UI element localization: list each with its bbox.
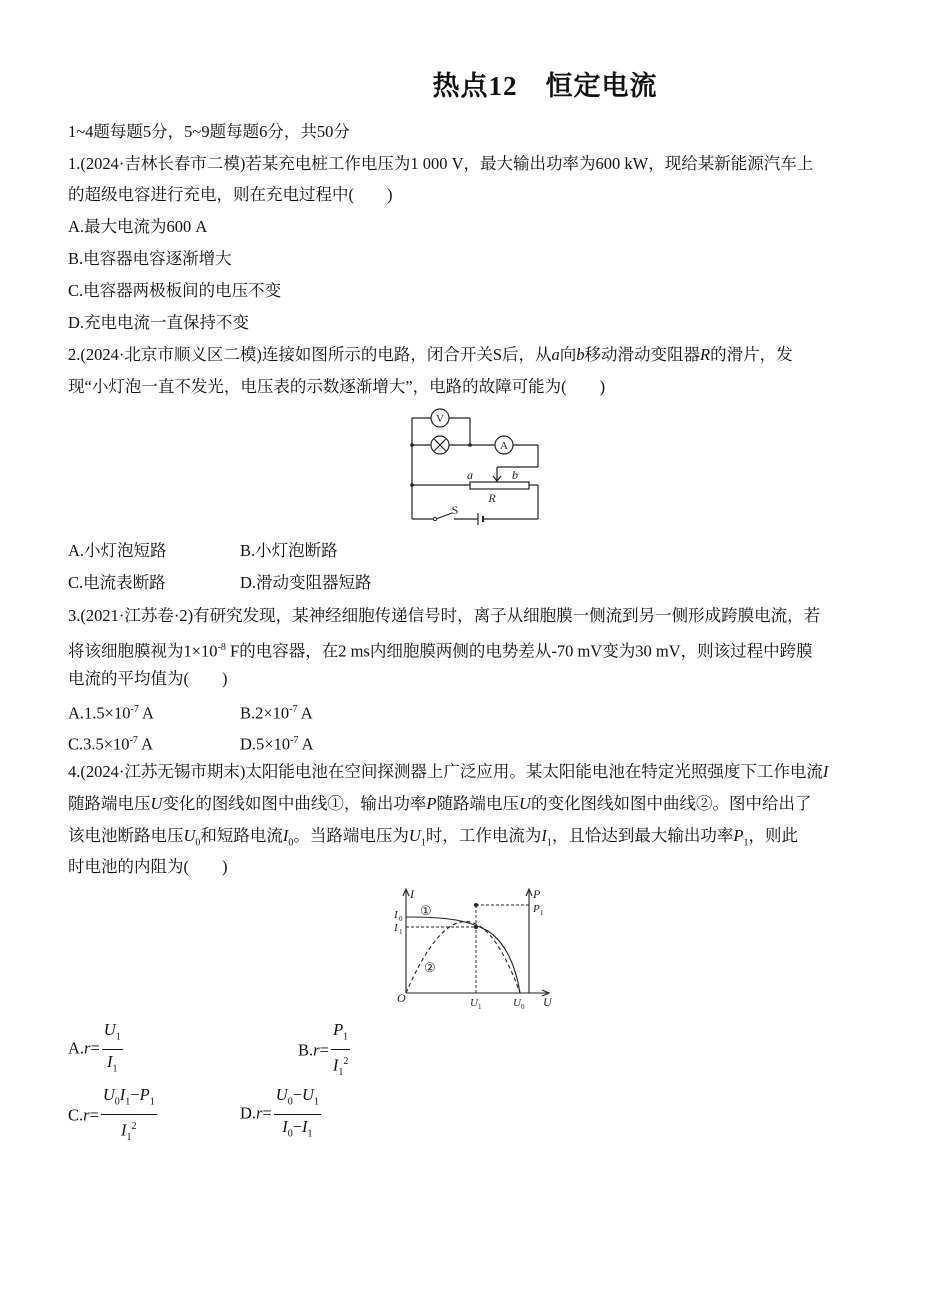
q2-circuit-diagram	[400, 405, 550, 530]
q2-option-a: A.小灯泡短路	[68, 541, 167, 560]
q3-option-a: $A.1.5\times 10^{-7}$ A	[68, 703, 154, 723]
q4-option-a: A.r= $\frac{U_1}{I_1}$	[68, 1020, 121, 1075]
page-title: 热点12 恒定电流	[432, 71, 658, 101]
tick-i1	[393, 922, 403, 936]
q3-option-c: $C.3.5\times 10^{-7}$ A	[68, 734, 154, 754]
q2-option-c: C.电流表断路	[68, 573, 166, 592]
q1-option-a: A.最大电流为600 A	[68, 217, 208, 236]
curve-2-label: ②	[424, 960, 436, 975]
svg-text:P: P	[533, 903, 540, 915]
q4-stem-line4: 时电池的内阻为( )	[68, 857, 228, 876]
q3-stem-line3: 电流的平均值为( )	[68, 669, 228, 688]
axis-u-label: U	[543, 995, 552, 1009]
q1-option-d: D.充电电流一直保持不变	[68, 313, 250, 332]
curve-1-label: ①	[420, 903, 432, 918]
q3-stem-line1: 3.(2021·江苏卷·2)有研究发现，某神经细胞传递信号时，离子从细胞膜一侧流到另一侧形成跨膜电流，若	[68, 606, 821, 625]
ammeter-label: A	[500, 440, 508, 452]
q4-option-b: B.r= $\frac{P_1}{I_1^2}$	[298, 1020, 349, 1079]
svg-text:1: 1	[399, 928, 403, 936]
q3-stem-line2: 将该细胞膜视为$1\times 10^{-8}$ F的电容器，在2 ms内细胞膜两侧的电势差从-70 mV变为30 mV，则该过程中跨膜	[68, 641, 813, 661]
svg-text:0: 0	[399, 915, 403, 923]
tick-u0	[513, 997, 525, 1010]
q4-option-d: D.r= $\frac{U_0-U_1}{I_0-I_1}$	[240, 1085, 319, 1140]
voltmeter-label: V	[436, 413, 444, 425]
q2-option-d: D.滑动变阻器短路	[240, 573, 372, 592]
q2-option-b: B.小灯泡断路	[240, 541, 338, 560]
svg-text:1: 1	[478, 1003, 482, 1010]
svg-text:I: I	[394, 909, 398, 921]
q1-option-c: C.电容器两极板间的电压不变	[68, 281, 282, 300]
rheostat-label: R	[488, 491, 496, 505]
q3-option-d: $D.5\times 10^{-7}$ A	[240, 734, 314, 754]
switch-label: S	[451, 503, 459, 517]
svg-text:I: I	[394, 922, 398, 934]
q3-option-b: $B.2\times 10^{-7}$ A	[240, 703, 313, 723]
q1-stem-line1: 1.(2024·吉林长春市二模)若某充电桩工作电压为1 000 V，最大输出功率为600 kW，现给某新能源汽车上	[68, 154, 814, 173]
svg-text:U: U	[470, 997, 478, 1009]
q1-option-b: B.电容器电容逐渐增大	[68, 249, 232, 268]
svg-text:1: 1	[540, 909, 544, 917]
q4-stem-line2: 随路端电压U变化的图线如图中曲线①，输出功率P随路端电压U的变化图线如图中曲线②。图中给出了	[68, 794, 812, 813]
svg-text:0: 0	[521, 1003, 525, 1010]
axis-i-label: I	[410, 887, 414, 901]
scoring-note: 1~4题每题5分，5~9题每题6分，共50分	[68, 122, 350, 141]
axis-p-label: P	[533, 887, 541, 901]
q4-stem-line3: 该电池断路电压$U_0$和短路电流$I_0$。当路端电压为$U_1$时，工作电流为$I_1$，且恰达到最大输出功率$P_1$，则此	[68, 826, 798, 849]
origin-label: O	[397, 991, 406, 1005]
q2-stem-line2: 现“小灯泡一直不发光，电压表的示数逐渐增大”，电路的故障可能为( )	[68, 377, 606, 396]
q1-stem-line2: 的超级电容进行充电，则在充电过程中( )	[68, 185, 393, 204]
q4-stem-line1: 4.(2024·江苏无锡市期末)太阳能电池在空间探测器上广泛应用。某太阳能电池在特定光照强度下工作电流I	[68, 762, 829, 781]
tick-i0	[393, 909, 403, 923]
tick-p1	[532, 903, 544, 917]
rheostat-end-b-label: b	[512, 468, 518, 482]
q2-stem-line1: 2.(2024·北京市顺义区二模)连接如图所示的电路，闭合开关S后，从a向b移动滑动变阻器R的滑片，发	[68, 345, 793, 364]
q4-option-c: C.r= $\frac{U_0I_1-P_1}{I_1^2}$	[68, 1085, 155, 1144]
tick-u1	[470, 997, 482, 1010]
rheostat-end-a-label: a	[467, 468, 473, 482]
svg-text:U: U	[513, 997, 521, 1009]
q4-iu-pu-graph	[388, 885, 563, 1010]
